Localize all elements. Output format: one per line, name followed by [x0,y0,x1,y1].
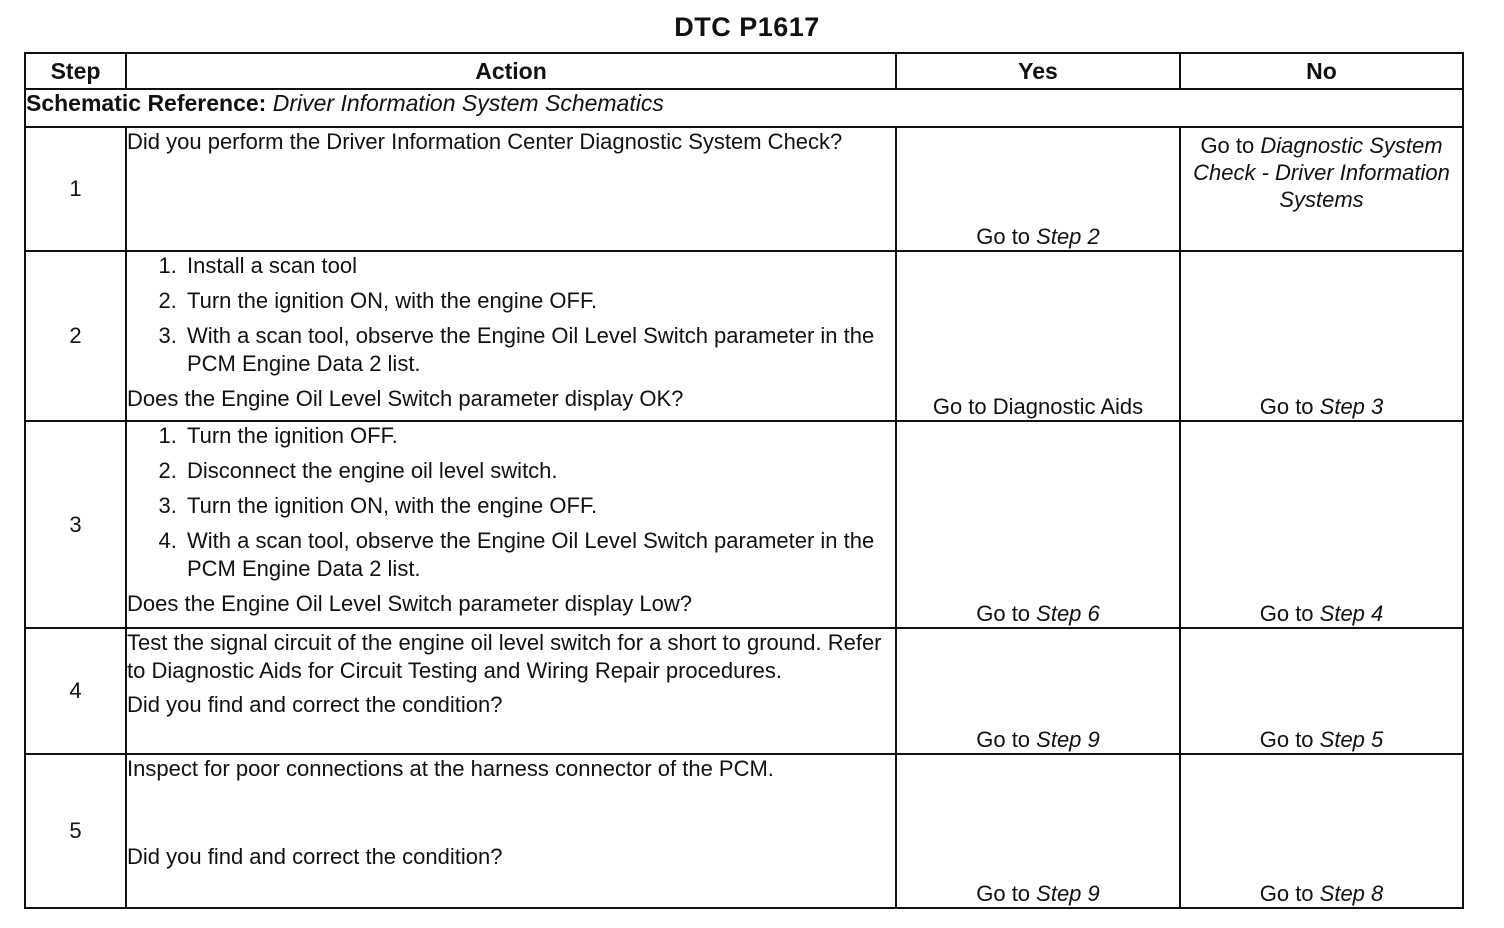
action-cell [126,421,896,628]
action-list [127,422,895,583]
action-cell [126,628,896,754]
table-row [25,754,1463,908]
no-cell [1180,754,1463,908]
no-step-link[interactable]: Step 4 [1319,601,1384,626]
action-question: Does the Engine Oil Level Switch parameter display Low? [127,591,692,616]
yes-cell [896,754,1180,908]
action-list-item: 4. With a scan tool, observe the Engine Oil Level Switch parameter in the PCM Engine Data 2 list. [183,527,895,583]
no-step-link[interactable]: Step 5 [1319,727,1384,752]
yes-cell [896,251,1180,421]
action-list-item: 2. Turn the ignition ON, with the engine OFF. [183,287,895,315]
action-list-item: 1. Turn the ignition OFF. [183,422,895,450]
step-number: 2 [25,251,126,421]
action-question: Does the Engine Oil Level Switch parameter display OK? [127,386,684,411]
page-title: DTC P1617 [674,12,820,42]
action-list-item: 1. Install a scan tool [183,252,895,280]
header-row [25,53,1463,89]
step-number: 3 [25,421,126,628]
step-number: 4 [25,628,126,754]
yes-prefix[interactable]: Go to Diagnostic Aids [932,394,1144,419]
yes-cell [896,628,1180,754]
action-text: Inspect for poor connections at the harness connector of the PCM. [127,756,774,781]
no-cell [1180,127,1463,251]
header-step: Step [25,53,126,89]
action-cell [126,754,896,908]
yes-step-link[interactable]: Step 9 [1036,881,1100,906]
action-text: Did you perform the Driver Information Center Diagnostic System Check? [127,129,843,154]
yes-cell [896,127,1180,251]
schematic-reference-row [25,89,1463,127]
no-prefix: Go to [1259,881,1320,906]
action-cell [126,127,896,251]
no-cell [1180,251,1463,421]
yes-step-link[interactable]: Step 2 [1036,224,1100,249]
action-text: Test the signal circuit of the engine oil level switch for a short to ground. Refer to Diagnostic Aids for Circuit Testing and Wiring Repair procedures. [127,630,882,683]
yes-prefix: Go to [976,727,1037,752]
yes-step-link[interactable]: Step 6 [1036,601,1100,626]
action-cell [126,251,896,421]
table-row [25,628,1463,754]
yes-cell [896,421,1180,628]
table-row [25,127,1463,251]
header-no: No [1180,53,1463,89]
action-question: Did you find and correct the condition? [127,692,503,717]
action-list-item: 3. With a scan tool, observe the Engine Oil Level Switch parameter in the PCM Engine Data 2 list. [183,322,895,378]
dtc-table [24,52,1464,909]
action-list [127,252,895,378]
header-yes: Yes [896,53,1180,89]
no-prefix: Go to [1259,394,1320,419]
yes-prefix: Go to [976,881,1037,906]
table-row [25,251,1463,421]
yes-prefix: Go to [976,224,1037,249]
yes-prefix: Go to [976,601,1037,626]
no-step-link[interactable]: Diagnostic System Check - Driver Information Systems [1193,133,1450,212]
step-number: 5 [25,754,126,908]
action-list-item: 3. Turn the ignition ON, with the engine OFF. [183,492,895,520]
table-row [25,421,1463,628]
step-number: 1 [25,127,126,251]
no-step-link[interactable]: Step 3 [1319,394,1384,419]
schematic-reference [25,89,1463,127]
no-cell [1180,421,1463,628]
no-prefix: Go to [1259,601,1320,626]
no-prefix: Go to [1200,133,1261,158]
no-prefix: Go to [1259,727,1320,752]
header-action: Action [126,53,896,89]
schematic-label: Schematic Reference: [26,90,267,116]
schematic-link[interactable]: Driver Information System Schematics [272,90,664,116]
action-list-item: 2. Disconnect the engine oil level switch. [183,457,895,485]
no-cell [1180,628,1463,754]
no-step-link[interactable]: Step 8 [1319,881,1384,906]
yes-step-link[interactable]: Step 9 [1036,727,1100,752]
action-question: Did you find and correct the condition? [127,844,503,869]
